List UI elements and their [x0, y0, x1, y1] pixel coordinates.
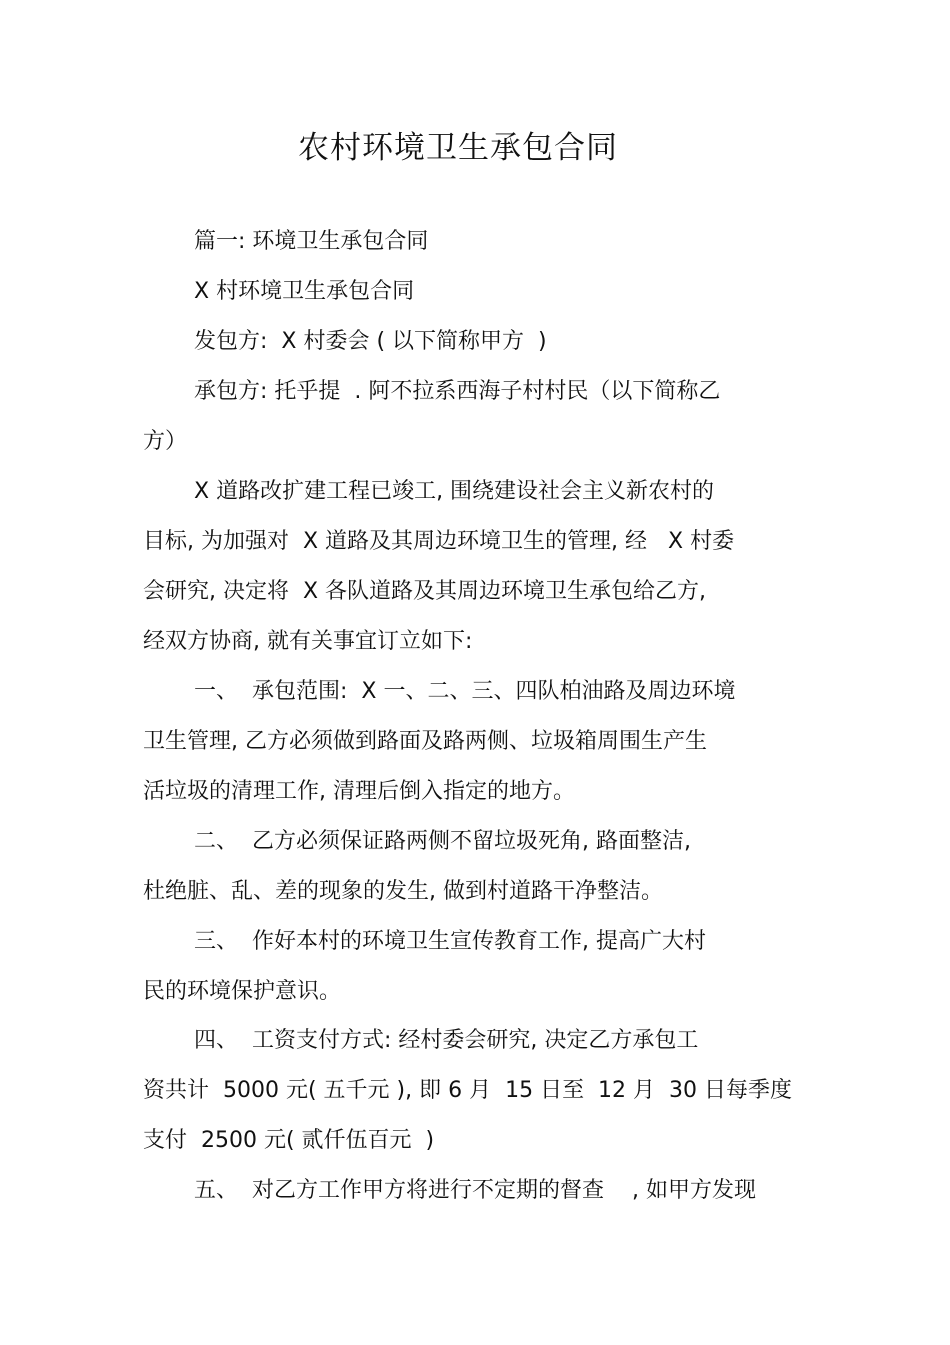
text-line: 活垃圾的清理工作, 清理后倒入指定的地方。: [143, 779, 575, 804]
text-line: 会研究, 决定将 X 各队道路及其周边环境卫生承包给乙方,: [143, 579, 707, 604]
text-line: 方）: [143, 429, 188, 454]
text-line: X 道路改扩建工程已竣工, 围绕建设社会主义新农村的: [194, 479, 715, 504]
text-line: 发包方: X 村委会 ( 以下简称甲方 ): [194, 329, 547, 354]
text-line: 民的环境保护意识。: [143, 979, 342, 1004]
text-line: 资共计 5000 元( 五千元 ), 即 6 月 15 日至 12 月 30 日每季度: [143, 1078, 793, 1103]
text-line: 支付 2500 元( 贰仟伍百元 ): [143, 1128, 435, 1153]
text-line: 目标, 为加强对 X 道路及其周边环境卫生的管理, 经 X 村委: [143, 529, 735, 554]
text-line: X 村环境卫生承包合同: [194, 279, 415, 304]
text-line: 经双方协商, 就有关事宜订立如下:: [143, 629, 473, 654]
text-line: 一、 承包范围: X 一、二、三、四队柏油路及周边环境: [194, 679, 736, 704]
text-line: 四、 工资支付方式: 经村委会研究, 决定乙方承包工: [194, 1028, 699, 1053]
text-line: 篇一: 环境卫生承包合同: [194, 229, 429, 254]
text-line: 五、 对乙方工作甲方将进行不定期的督查 , 如甲方发现: [194, 1178, 756, 1203]
document-title: 农村环境卫生承包合同: [298, 130, 618, 166]
text-line: 三、 作好本村的环境卫生宣传教育工作, 提高广大村: [194, 929, 706, 954]
text-line: 二、 乙方必须保证路两侧不留垃圾死角, 路面整洁,: [194, 829, 691, 854]
text-line: 承包方: 托乎提 . 阿不拉系西海子村村民（以下简称乙: [194, 379, 721, 404]
text-line: 卫生管理, 乙方必须做到路面及路两侧、垃圾箱周围生产生: [143, 729, 707, 754]
text-line: 杜绝脏、乱、差的现象的发生, 做到村道路干净整洁。: [143, 879, 663, 904]
